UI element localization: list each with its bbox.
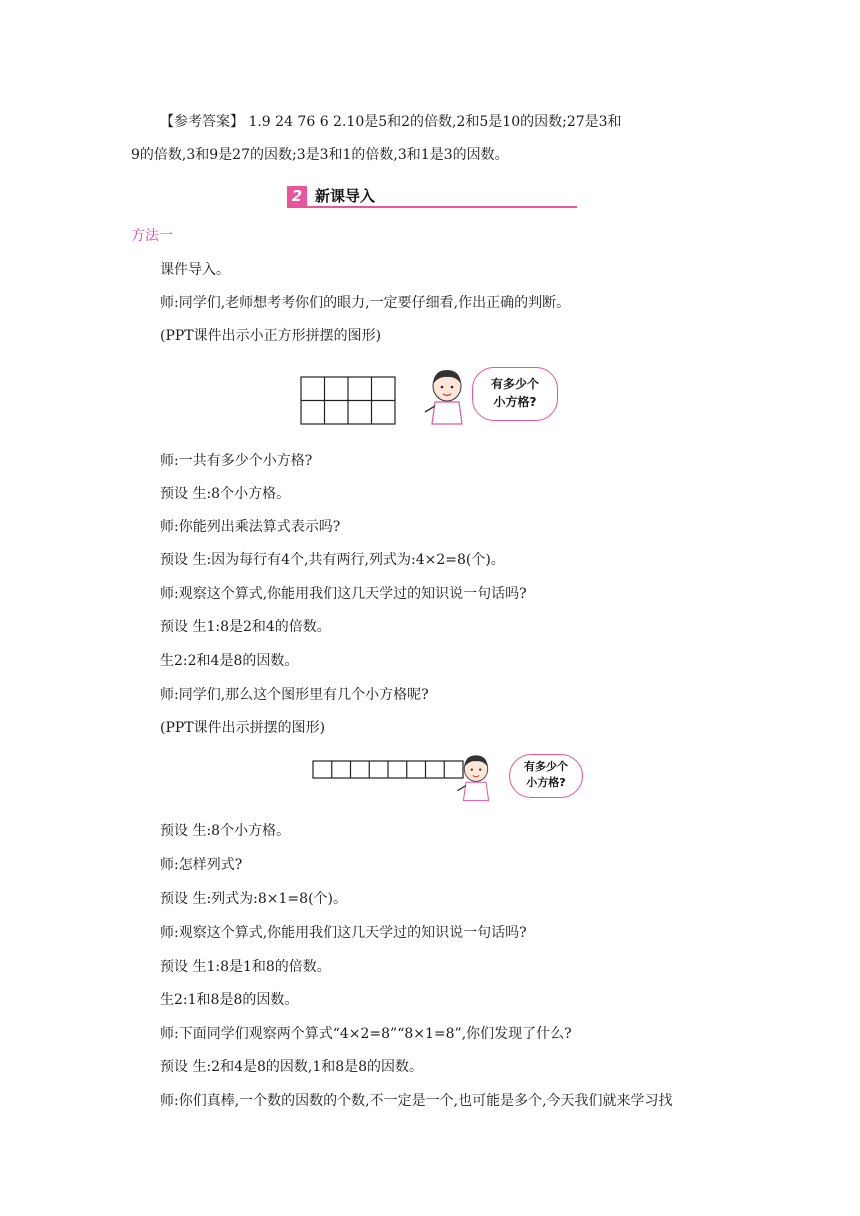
paragraph: 预设 生:2和4是8的因数,1和8是8的因数。 <box>160 1059 424 1075</box>
paragraph: 课件导入。 <box>160 262 230 278</box>
boy-illustration <box>455 752 497 804</box>
section-header <box>287 186 577 208</box>
bubble-text-line: 小方格? <box>526 776 566 789</box>
paragraph: 师:下面同学们观察两个算式“4×2=8”“8×1=8”,你们发现了什么? <box>160 1026 572 1042</box>
speech-bubble <box>472 367 558 421</box>
bubble-text-line: 小方格? <box>493 395 537 409</box>
paragraph: (PPT课件出示小正方形拼摆的图形) <box>160 328 382 344</box>
paragraph: 预设 生1:8是1和8的倍数。 <box>160 959 331 975</box>
paragraph: 预设 生:8个小方格。 <box>160 486 291 502</box>
section-number-badge: 2 <box>287 186 307 206</box>
paragraph: (PPT课件出示拼摆的图形) <box>160 720 326 736</box>
section-underline <box>287 206 577 208</box>
paragraph: 预设 生:列式为:8×1=8(个)。 <box>160 891 347 907</box>
paragraph: 师:同学们,老师想考考你们的眼力,一定要仔细看,作出正确的判断。 <box>160 295 571 311</box>
grid-figure-2x4 <box>300 376 397 426</box>
grid-figure-1x8 <box>312 760 465 780</box>
paragraph: 师:怎样列式? <box>160 857 243 873</box>
paragraph: 师:你能列出乘法算式表示吗? <box>160 519 341 535</box>
boy-illustration <box>422 366 472 428</box>
method-label: 方法一 <box>131 228 173 244</box>
answer-line-1: 【参考答案】 1.9 24 76 6 2.10是5和2的倍数,2和5是10的因数;27是3和 <box>160 114 622 130</box>
paragraph: 生2:2和4是8的因数。 <box>160 653 299 669</box>
bubble-text-line: 有多少个 <box>524 760 568 773</box>
speech-bubble <box>509 754 583 798</box>
paragraph: 师:一共有多少个小方格? <box>160 453 313 469</box>
bubble-text-line: 有多少个 <box>490 377 539 391</box>
paragraph: 预设 生1:8是2和4的倍数。 <box>160 619 331 635</box>
answer-line-2: 9的倍数,3和9是27的因数;3是3和1的倍数,3和1是3的因数。 <box>131 147 509 163</box>
paragraph: 师:观察这个算式,你能用我们这几天学过的知识说一句话吗? <box>160 586 527 602</box>
paragraph: 预设 生:因为每行有4个,共有两行,列式为:4×2=8(个)。 <box>160 552 505 568</box>
paragraph: 师:同学们,那么这个图形里有几个小方格呢? <box>160 687 429 703</box>
paragraph: 师:你们真棒,一个数的因数的个数,不一定是一个,也可能是多个,今天我们就来学习找 <box>160 1093 673 1109</box>
paragraph: 预设 生:8个小方格。 <box>160 823 291 839</box>
paragraph: 生2:1和8是8的因数。 <box>160 992 299 1008</box>
section-title: 新课导入 <box>315 187 376 205</box>
paragraph: 师:观察这个算式,你能用我们这几天学过的知识说一句话吗? <box>160 925 527 941</box>
